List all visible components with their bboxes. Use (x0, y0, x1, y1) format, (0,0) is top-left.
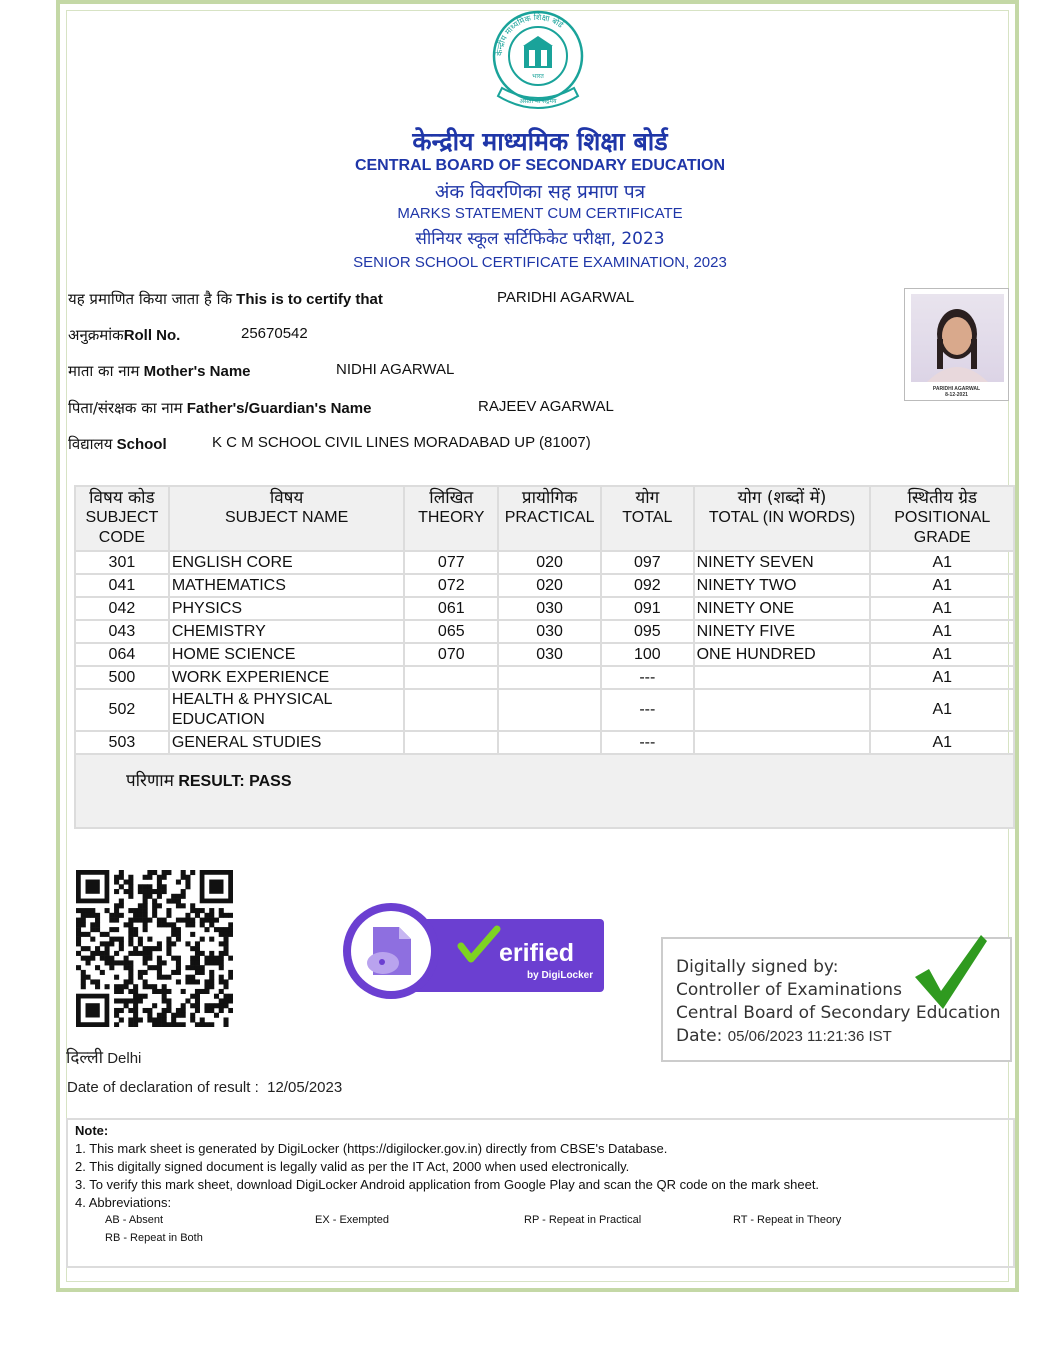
qr-code (76, 870, 233, 1027)
student-name: PARIDHI AGARWAL (497, 289, 635, 306)
cell-code: 042 (75, 597, 169, 620)
header-theory: लिखित THEORY (404, 486, 498, 551)
cell-total: 095 (601, 620, 694, 643)
notes-box (66, 1118, 1015, 1268)
cell-total: --- (601, 689, 694, 731)
cell-words (694, 666, 871, 689)
cell-practical: 030 (498, 643, 601, 666)
notes-title: Note: (75, 1123, 109, 1138)
logo-arc-text: केन्द्रीय माध्यमिक शिक्षा बोर्ड (494, 12, 565, 57)
cell-practical (498, 689, 601, 731)
header-practical: प्रायोगिक PRACTICAL (498, 486, 601, 551)
cell-name: CHEMISTRY (169, 620, 405, 643)
mother-row (68, 361, 455, 381)
cell-practical: 030 (498, 597, 601, 620)
cell-practical: 020 (498, 551, 601, 574)
cell-words (694, 689, 871, 731)
cell-name: HEALTH & PHYSICAL EDUCATION (169, 689, 405, 731)
cell-code: 503 (75, 731, 169, 754)
cell-theory (404, 666, 498, 689)
cell-total: 100 (601, 643, 694, 666)
table-row (75, 666, 1014, 689)
abbreviation: RT - Repeat in Theory (733, 1214, 842, 1226)
cell-theory: 070 (404, 643, 498, 666)
school-label: School (116, 436, 167, 453)
certify-label: This is to certify that (236, 291, 383, 308)
cell-words: ONE HUNDRED (694, 643, 871, 666)
cell-grade: A1 (870, 620, 1014, 643)
mother-name: NIDHI AGARWAL (336, 361, 455, 378)
mother-label: Mother's Name (143, 363, 251, 380)
header-subject-code: विषय कोड SUBJECT CODE (75, 486, 169, 551)
document-title: MARKS STATEMENT CUM CERTIFICATE (397, 205, 683, 222)
result-text: परिणाम RESULT: PASS (126, 771, 292, 791)
header-total: योग TOTAL (601, 486, 694, 551)
note-line: 4. Abbreviations: (75, 1195, 172, 1210)
verified-badge (341, 901, 605, 1000)
verified-by-text: by DigiLocker (527, 970, 594, 981)
certify-label-hindi: यह प्रमाणित किया जाता है कि (68, 290, 232, 308)
header-total-words: योग (शब्दों में) TOTAL (IN WORDS) (694, 486, 871, 551)
cell-code: 301 (75, 551, 169, 574)
place: दिल्ली Delhi (66, 1048, 142, 1068)
table-row (75, 620, 1014, 643)
table-row (75, 731, 1014, 754)
cell-name: MATHEMATICS (169, 574, 405, 597)
certify-row (68, 289, 635, 309)
table-row (75, 551, 1014, 574)
signature-date: 05/06/2023 11:21:36 IST (727, 1028, 892, 1045)
cell-grade: A1 (870, 551, 1014, 574)
student-photo-image (911, 294, 1004, 382)
cell-code: 043 (75, 620, 169, 643)
cell-theory: 065 (404, 620, 498, 643)
abbreviation: EX - Exempted (315, 1214, 389, 1226)
cell-total: --- (601, 731, 694, 754)
signature-line1: Digitally signed by: (676, 957, 839, 977)
signature-line2: Controller of Examinations (676, 980, 902, 1000)
abbreviation: AB - Absent (105, 1214, 164, 1226)
result-row (75, 754, 1014, 828)
cell-theory (404, 689, 498, 731)
cell-words: NINETY SEVEN (694, 551, 871, 574)
abbreviation: RB - Repeat in Both (105, 1232, 203, 1244)
cell-grade: A1 (870, 666, 1014, 689)
logo-country: भारत (532, 73, 544, 80)
cell-practical (498, 731, 601, 754)
cell-practical: 030 (498, 620, 601, 643)
father-name: RAJEEV AGARWAL (478, 398, 614, 415)
school-name: K C M SCHOOL CIVIL LINES MORADABAD UP (81007) (212, 434, 591, 451)
student-photo (904, 288, 1009, 401)
cell-code: 500 (75, 666, 169, 689)
cell-name: ENGLISH CORE (169, 551, 405, 574)
header-grade: स्थितीय ग्रेड POSITIONAL GRADE (870, 486, 1014, 551)
cell-theory: 072 (404, 574, 498, 597)
cell-theory: 061 (404, 597, 498, 620)
cell-code: 064 (75, 643, 169, 666)
table-row (75, 643, 1014, 666)
father-label-hindi: पिता/संरक्षक का नाम (68, 399, 183, 417)
school-row (68, 434, 591, 454)
cell-words: NINETY FIVE (694, 620, 871, 643)
cell-total: 092 (601, 574, 694, 597)
cell-grade: A1 (870, 597, 1014, 620)
abbreviation: RP - Repeat in Practical (524, 1214, 642, 1226)
roll-number: 25670542 (241, 325, 308, 342)
roll-label-hindi: अनुक्रमांक (68, 326, 124, 344)
roll-row (68, 325, 308, 345)
cell-name: WORK EXPERIENCE (169, 666, 405, 689)
cell-total: --- (601, 666, 694, 689)
check-icon (911, 931, 989, 1011)
declaration-date: Date of declaration of result : 12/05/2023 (67, 1079, 343, 1096)
marks-table (74, 485, 1015, 829)
cell-grade: A1 (870, 689, 1014, 731)
cell-practical (498, 666, 601, 689)
roll-label: Roll No. (123, 327, 181, 344)
board-title-hindi: केन्द्रीय माध्यमिक शिक्षा बोर्ड (412, 127, 668, 156)
cell-total: 097 (601, 551, 694, 574)
cell-name: HOME SCIENCE (169, 643, 405, 666)
note-line: 3. To verify this mark sheet, download DigiLocker Android application from Google Play and scan the QR code on the mark sheet. (75, 1177, 820, 1192)
table-row (75, 689, 1014, 731)
cell-theory (404, 731, 498, 754)
cell-words: NINETY TWO (694, 574, 871, 597)
cell-name: PHYSICS (169, 597, 405, 620)
father-row (68, 398, 614, 418)
table-row (75, 597, 1014, 620)
cell-practical: 020 (498, 574, 601, 597)
cell-total: 091 (601, 597, 694, 620)
exam-title: SENIOR SCHOOL CERTIFICATE EXAMINATION, 2023 (353, 254, 727, 271)
signature-date-label: Date: (676, 1026, 723, 1046)
note-line: 2. This digitally signed document is legally valid as per the IT Act, 2000 when used electronically. (75, 1159, 630, 1174)
logo-motto: असतो मा सद्गमय (519, 98, 557, 105)
header-subject-name: विषय SUBJECT NAME (169, 486, 405, 551)
note-line: 1. This mark sheet is generated by DigiLocker (https://digilocker.gov.in) directly from CBSE's Database. (75, 1141, 668, 1156)
cell-grade: A1 (870, 731, 1014, 754)
table-row (75, 574, 1014, 597)
cell-code: 041 (75, 574, 169, 597)
cell-words (694, 731, 871, 754)
school-label-hindi: विद्यालय (68, 435, 113, 453)
cell-words: NINETY ONE (694, 597, 871, 620)
exam-title-hindi: सीनियर स्कूल सर्टिफिकेट परीक्षा, 2023 (415, 229, 665, 249)
board-title: CENTRAL BOARD OF SECONDARY EDUCATION (354, 157, 726, 174)
verified-text: erified (499, 939, 575, 967)
signature-line3: Central Board of Secondary Education (676, 1003, 1001, 1023)
cell-theory: 077 (404, 551, 498, 574)
cell-code: 502 (75, 689, 169, 731)
digital-signature-box (661, 937, 1012, 1062)
photo-caption: PARIDHI AGARWAL (932, 386, 981, 392)
cell-name: GENERAL STUDIES (169, 731, 405, 754)
table-header-row (75, 486, 1014, 551)
cell-grade: A1 (870, 574, 1014, 597)
father-label: Father's/Guardian's Name (186, 400, 372, 417)
mother-label-hindi: माता का नाम (68, 362, 140, 380)
cell-grade: A1 (870, 643, 1014, 666)
cbse-logo (488, 8, 588, 118)
photo-date: 8-12-2021 (945, 392, 968, 398)
document-title-hindi: अंक विवरणिका सह प्रमाण पत्र (434, 181, 646, 203)
